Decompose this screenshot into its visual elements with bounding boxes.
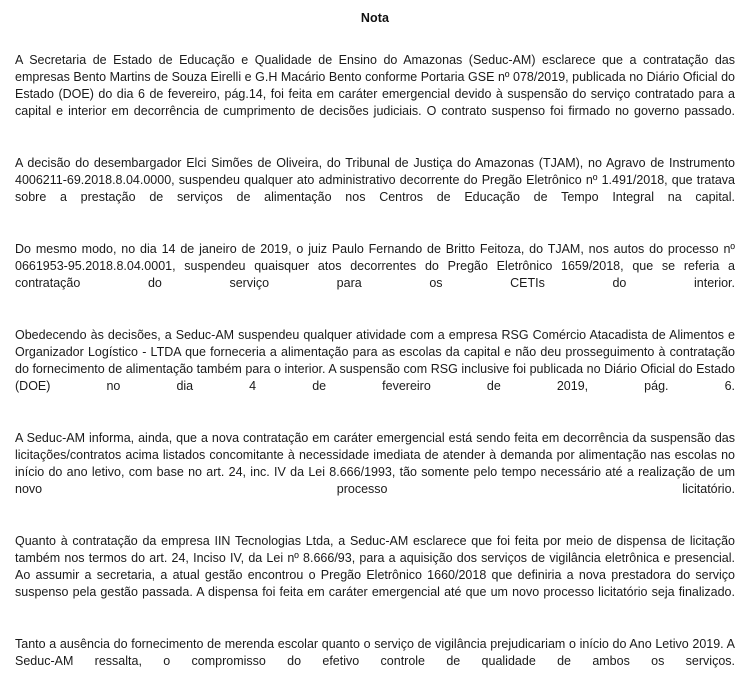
paragraph-7: Tanto a ausência do fornecimento de merenda escolar quanto o serviço de vigilância prejudicariam o início do Ano Letivo 2019. A Seduc-AM ressalta, o compromisso do efetivo controle de qualidade de ambos os serviços. xyxy=(15,637,735,668)
paragraph-6: Quanto à contratação da empresa IIN Tecnologias Ltda, a Seduc-AM esclarece que foi feita por meio de dispensa de licitação também nos termos do art. 24, Inciso IV, da Lei nº 8.666/93, para a aquisição dos serviços de vigilância eletrônica e presencial. Ao assumir a secretaria, a atual gestão encontrou o Pregão Eletrônico 1660/2018 que definiria a nova prestadora do serviço suspenso pela gestão passada. A dispensa foi feita em caráter emergencial até que um novo processo licitatório seja finalizado. xyxy=(15,534,735,599)
page-title: Nota xyxy=(360,11,390,25)
paragraph-1: A Secretaria de Estado de Educação e Qualidade de Ensino do Amazonas (Seduc-AM) esclarece que a contratação das empresas Bento Martins de Souza Eirelli e G.H Macário Bento conforme Portaria GSE nº 078/2019, publicada no Diário Oficial do Estado (DOE) do dia 6 de fevereiro, pág.14, foi feita em caráter emergencial devido à suspensão do serviço contratado para a capital e interior em decorrência de cumprimento de decisões judiciais. O contrato suspenso foi firmado no governo passado. xyxy=(15,53,735,118)
document-body xyxy=(0,52,750,687)
paragraph-3: Do mesmo modo, no dia 14 de janeiro de 2019, o juiz Paulo Fernando de Britto Feitoza, do TJAM, nos autos do processo nº 0661953-95.2018.8.04.0001, suspendeu quaisquer atos decorrentes do Pregão Eletrônico 1659/2018, que se referia a contratação do serviço para os CETIs do interior. xyxy=(15,242,735,290)
paragraph-2: A decisão do desembargador Elci Simões de Oliveira, do Tribunal de Justiça do Amazonas (TJAM), no Agravo de Instrumento 4006211-69.2018.8.04.0000, suspendeu qualquer ato administrativo decorrente do Pregão Eletrônico nº 1.491/2018, que tratava sobre a prestação de serviços de alimentação nos Centros de Educação de Tempo Integral na capital. xyxy=(15,156,735,204)
paragraph-4: Obedecendo às decisões, a Seduc-AM suspendeu qualquer atividade com a empresa RSG Comércio Atacadista de Alimentos e Organizador Logístico - LTDA que forneceria a alimentação para as escolas da capital e não deu prosseguimento à contratação do fornecimento de alimentação também para o interior. A suspensão com RSG inclusive foi publicada no Diário Oficial do Estado (DOE) no dia 4 de fevereiro de 2019, pág. 6. xyxy=(15,328,735,393)
paragraph-5: A Seduc-AM informa, ainda, que a nova contratação em caráter emergencial está sendo feita em decorrência da suspensão das licitações/contratos acima listados concomitante à necessidade imediata de atender à demanda por alimentação nas escolas no início do ano letivo, com base no art. 24, inc. IV da Lei 8.666/1993, tão somente pelo tempo necessário até a realização de um novo processo licitatório. xyxy=(15,431,735,496)
